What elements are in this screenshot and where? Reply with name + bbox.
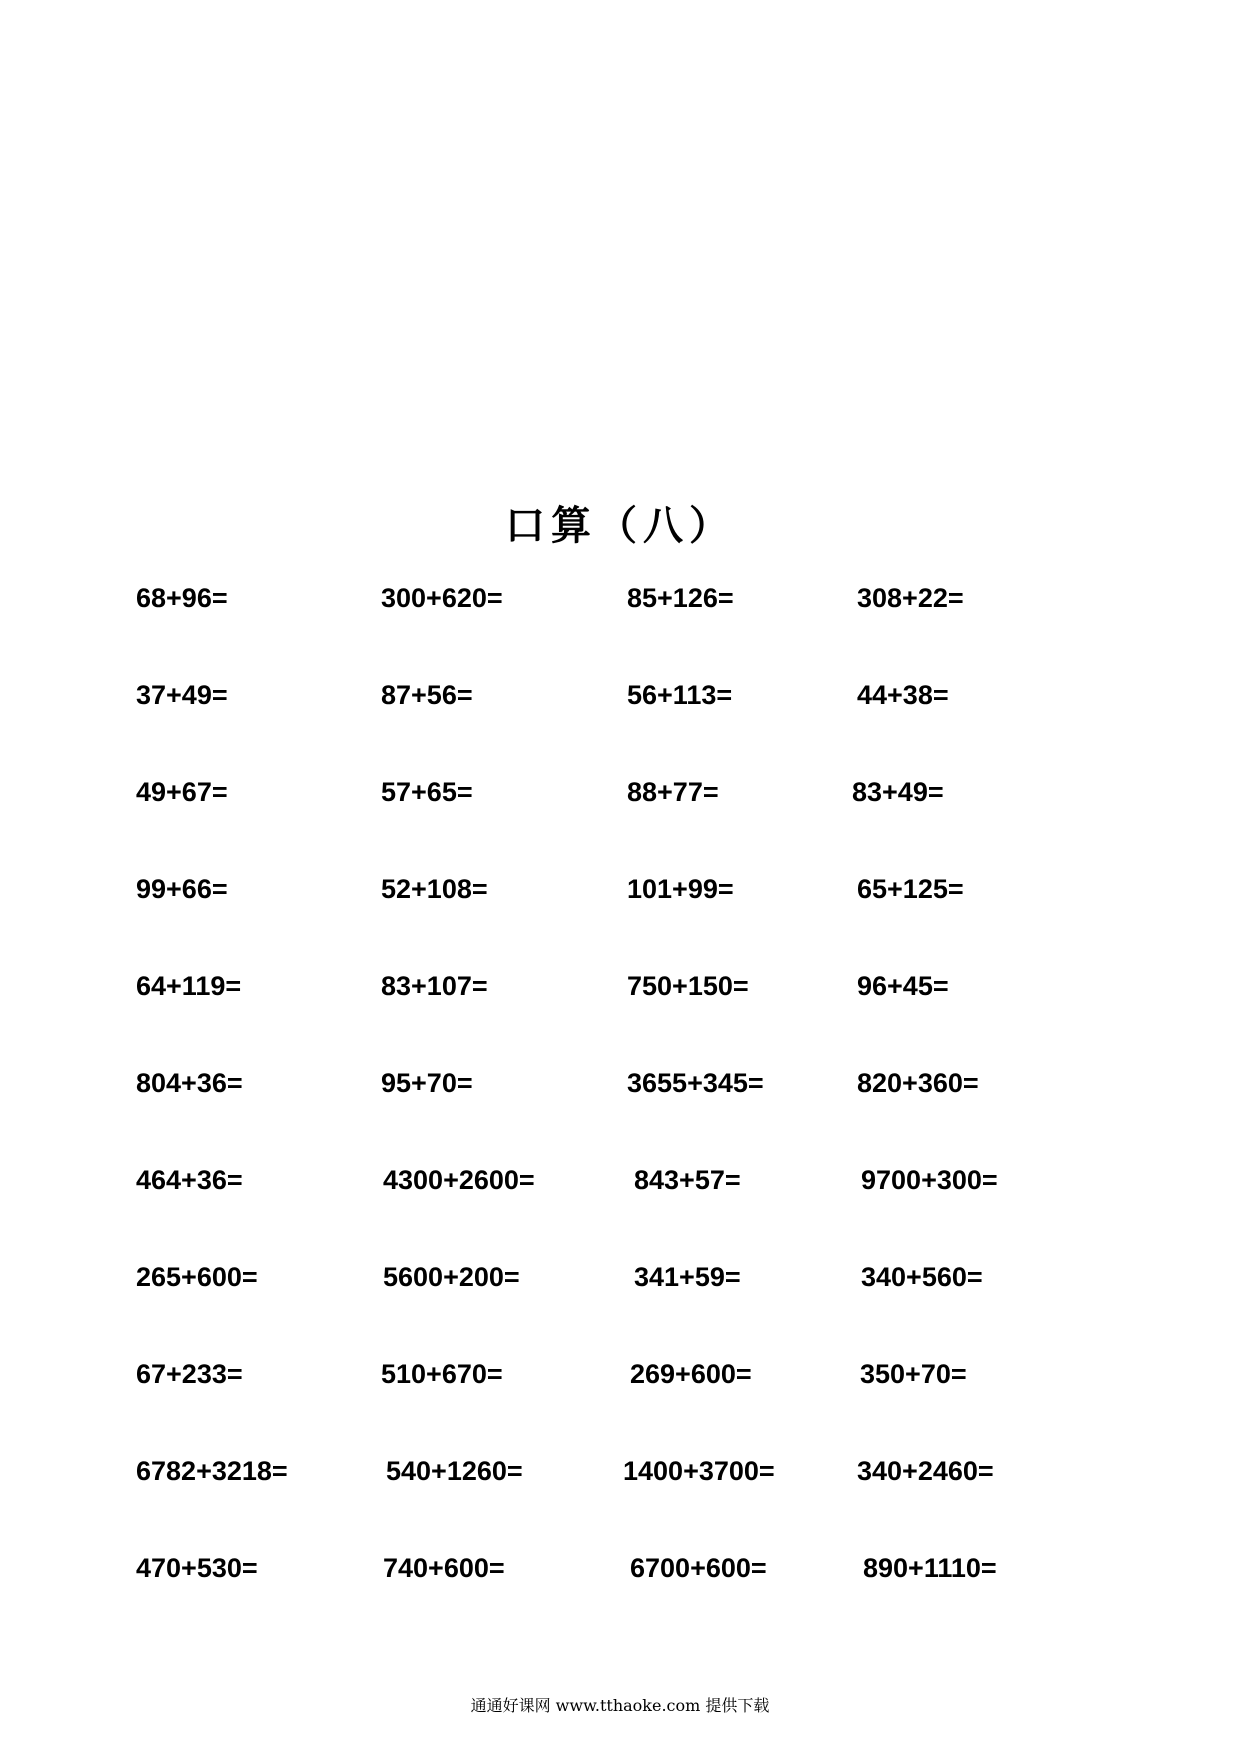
arithmetic-problem: 56+113= <box>627 680 733 710</box>
arithmetic-problem: 37+49= <box>136 680 228 710</box>
footer-text: 通通好课网 www.tthaoke.com 提供下载 <box>470 1696 770 1715</box>
arithmetic-problem: 341+59= <box>634 1262 741 1292</box>
arithmetic-problem: 44+38= <box>857 680 949 710</box>
arithmetic-problem: 804+36= <box>136 1068 243 1098</box>
arithmetic-problem: 510+670= <box>381 1359 503 1389</box>
arithmetic-problem: 85+126= <box>627 583 734 613</box>
page-title: 口算（八） <box>505 503 735 549</box>
arithmetic-problem: 890+1110= <box>863 1553 997 1583</box>
arithmetic-problem: 5600+200= <box>383 1262 520 1292</box>
arithmetic-problem: 6782+3218= <box>136 1456 288 1486</box>
arithmetic-problem: 67+233= <box>136 1359 243 1389</box>
arithmetic-problem: 843+57= <box>634 1165 741 1195</box>
arithmetic-problem: 464+36= <box>136 1165 243 1195</box>
arithmetic-problem: 95+70= <box>381 1068 473 1098</box>
arithmetic-problem: 4300+2600= <box>383 1165 535 1195</box>
arithmetic-problem: 265+600= <box>136 1262 258 1292</box>
arithmetic-problem: 340+2460= <box>857 1456 994 1486</box>
arithmetic-problem: 96+45= <box>857 971 949 1001</box>
arithmetic-problem: 87+56= <box>381 680 473 710</box>
arithmetic-problem: 99+66= <box>136 874 228 904</box>
arithmetic-problem: 83+49= <box>852 777 944 807</box>
arithmetic-problem: 740+600= <box>383 1553 505 1583</box>
arithmetic-problem: 83+107= <box>381 971 488 1001</box>
arithmetic-problem: 269+600= <box>630 1359 752 1389</box>
arithmetic-problem: 57+65= <box>381 777 473 807</box>
arithmetic-problem: 750+150= <box>627 971 749 1001</box>
arithmetic-problem: 470+530= <box>136 1553 258 1583</box>
arithmetic-problem: 9700+300= <box>861 1165 998 1195</box>
arithmetic-problem: 350+70= <box>860 1359 967 1389</box>
arithmetic-problem: 3655+345= <box>627 1068 764 1098</box>
arithmetic-problem: 1400+3700= <box>623 1456 775 1486</box>
arithmetic-problem: 52+108= <box>381 874 488 904</box>
arithmetic-problem: 68+96= <box>136 583 228 613</box>
arithmetic-problem: 308+22= <box>857 583 964 613</box>
arithmetic-problem: 101+99= <box>627 874 734 904</box>
arithmetic-problem: 64+119= <box>136 971 242 1001</box>
arithmetic-problem: 49+67= <box>136 777 228 807</box>
arithmetic-problem: 300+620= <box>381 583 503 613</box>
arithmetic-problem: 820+360= <box>857 1068 979 1098</box>
arithmetic-problem: 88+77= <box>627 777 719 807</box>
arithmetic-problem: 6700+600= <box>630 1553 767 1583</box>
arithmetic-problem: 340+560= <box>861 1262 983 1292</box>
arithmetic-problem: 540+1260= <box>386 1456 523 1486</box>
arithmetic-problem: 65+125= <box>857 874 964 904</box>
